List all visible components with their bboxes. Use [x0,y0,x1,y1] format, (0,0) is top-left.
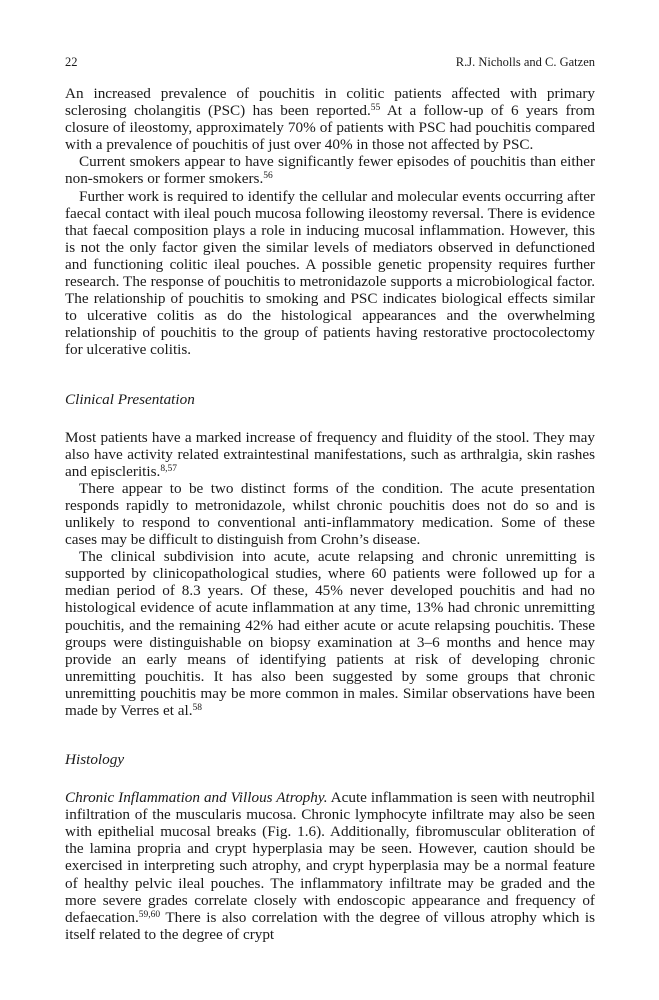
section-heading-histology: Histology [65,751,125,769]
page-number: 22 [65,55,78,69]
paragraph: There appear to be two distinct forms of the condition. The acute presentation responds rapidly to metronidazole, whilst chronic pouchitis does not do so and is unlikely to respond to conventional anti-inflammatory medication. Some of these cases may be difficult to distinguish from Crohn’s disease. [65,479,595,549]
paragraph: Further work is required to identify the cellular and molecular events occurring after faecal contact with ileal pouch mucosa following ileostomy reversal. There is evidence that faecal composition plays a role in inducing mucosal inflammation. However, this is not the only factor given the similar levels of mediators observed in defunctioned and functioning colitic ileal pouches. A possible genetic propensity requires further research. The response of pouchitis to metronidazole supports a microbiological factor. The relationship of pouchitis to smoking and PSC indicates biological effects similar to ulcerative colitis as do the histological appearances and the overwhelming relationship of pouchitis to the group of patients having restorative proctocolectomy for ulcerative colitis. [65,187,595,359]
paragraph: An increased prevalence of pouchitis in colitic patients affected with primary sclerosing cholangitis (PSC) has been reported.$^{55}$ At a follow-up of 6 years from closure of ileostomy, approximately 70% of patients with PSC had pouchitis compared with a prevalence of pouchitis of just over 40% in those not affected by PSC. [65,85,595,154]
page [65,54,595,943]
paragraph: Most patients have a marked increase of frequency and fluidity of the stool. They may also have activity related extraintestinal manifestations, such as arthralgia, skin rashes and episcleritis.$^{8,57}$ [65,428,595,480]
citation: 56 [263,171,273,182]
runin-heading: Chronic Inflammation and Villous Atrophy. [65,789,328,807]
intro-section [65,85,595,359]
section-heading-clinical: Clinical Presentation [65,390,195,408]
paragraph: The clinical subdivision into acute, acute relapsing and chronic unremitting is supported by clinicopathological studies, where 60 patients were followed up for a median period of 8.3 years. Of these, 45% never developed pouchitis and had no histological evidence of acute inflammation at any time, 13% had chronic unremitting pouchitis, and the remaining 42% had either acute or acute relapsing pouchitis. These groups were distinguishable on biopsy examination at 3–6 months and hence may provide an early means of identifying patients at risk of developing chronic unremitting pouchitis. It has also been suggested by some groups that chronic unremitting pouchitis may be more common in males. Similar observations have been made by Verres et al.$^{58}$ [65,548,595,719]
histology-section [65,789,595,943]
paragraph: Chronic Inflammation and Villous Atrophy. Acute inflammation is seen with neutrophil infiltration of the muscularis mucosa. Chronic lymphocyte infiltrate may also be seen with epithelial mucosal breaks (Fig. 1.6). Additionally, fibromuscular obliteration of the lamina propria and crypt hyperplasia may be seen. However, caution should be exercised in interpreting such atrophy, and crypt hyperplasia may be a normal feature of healthy pelvic ileal pouches. The inflammatory infiltrate may be graded and the more severe grades correlate closely with endoscopic appearance and frequency of defaecation.$^{59,60}$ There is also correlation with the degree of villous atrophy which is itself related to the degree of crypt [65,789,595,943]
citation: 59,60 [138,909,161,920]
clinical-section [65,429,595,720]
running-head-authors: R.J. Nicholls and C. Gatzen [455,55,595,69]
citation: 58 [192,703,202,713]
paragraph: Current smokers appear to have significantly fewer episodes of pouchitis than either non-smokers or former smokers.$^{56}$ [65,153,595,188]
citation: 8,57 [160,463,177,474]
citation: 55 [370,103,381,114]
running-header [65,54,595,74]
